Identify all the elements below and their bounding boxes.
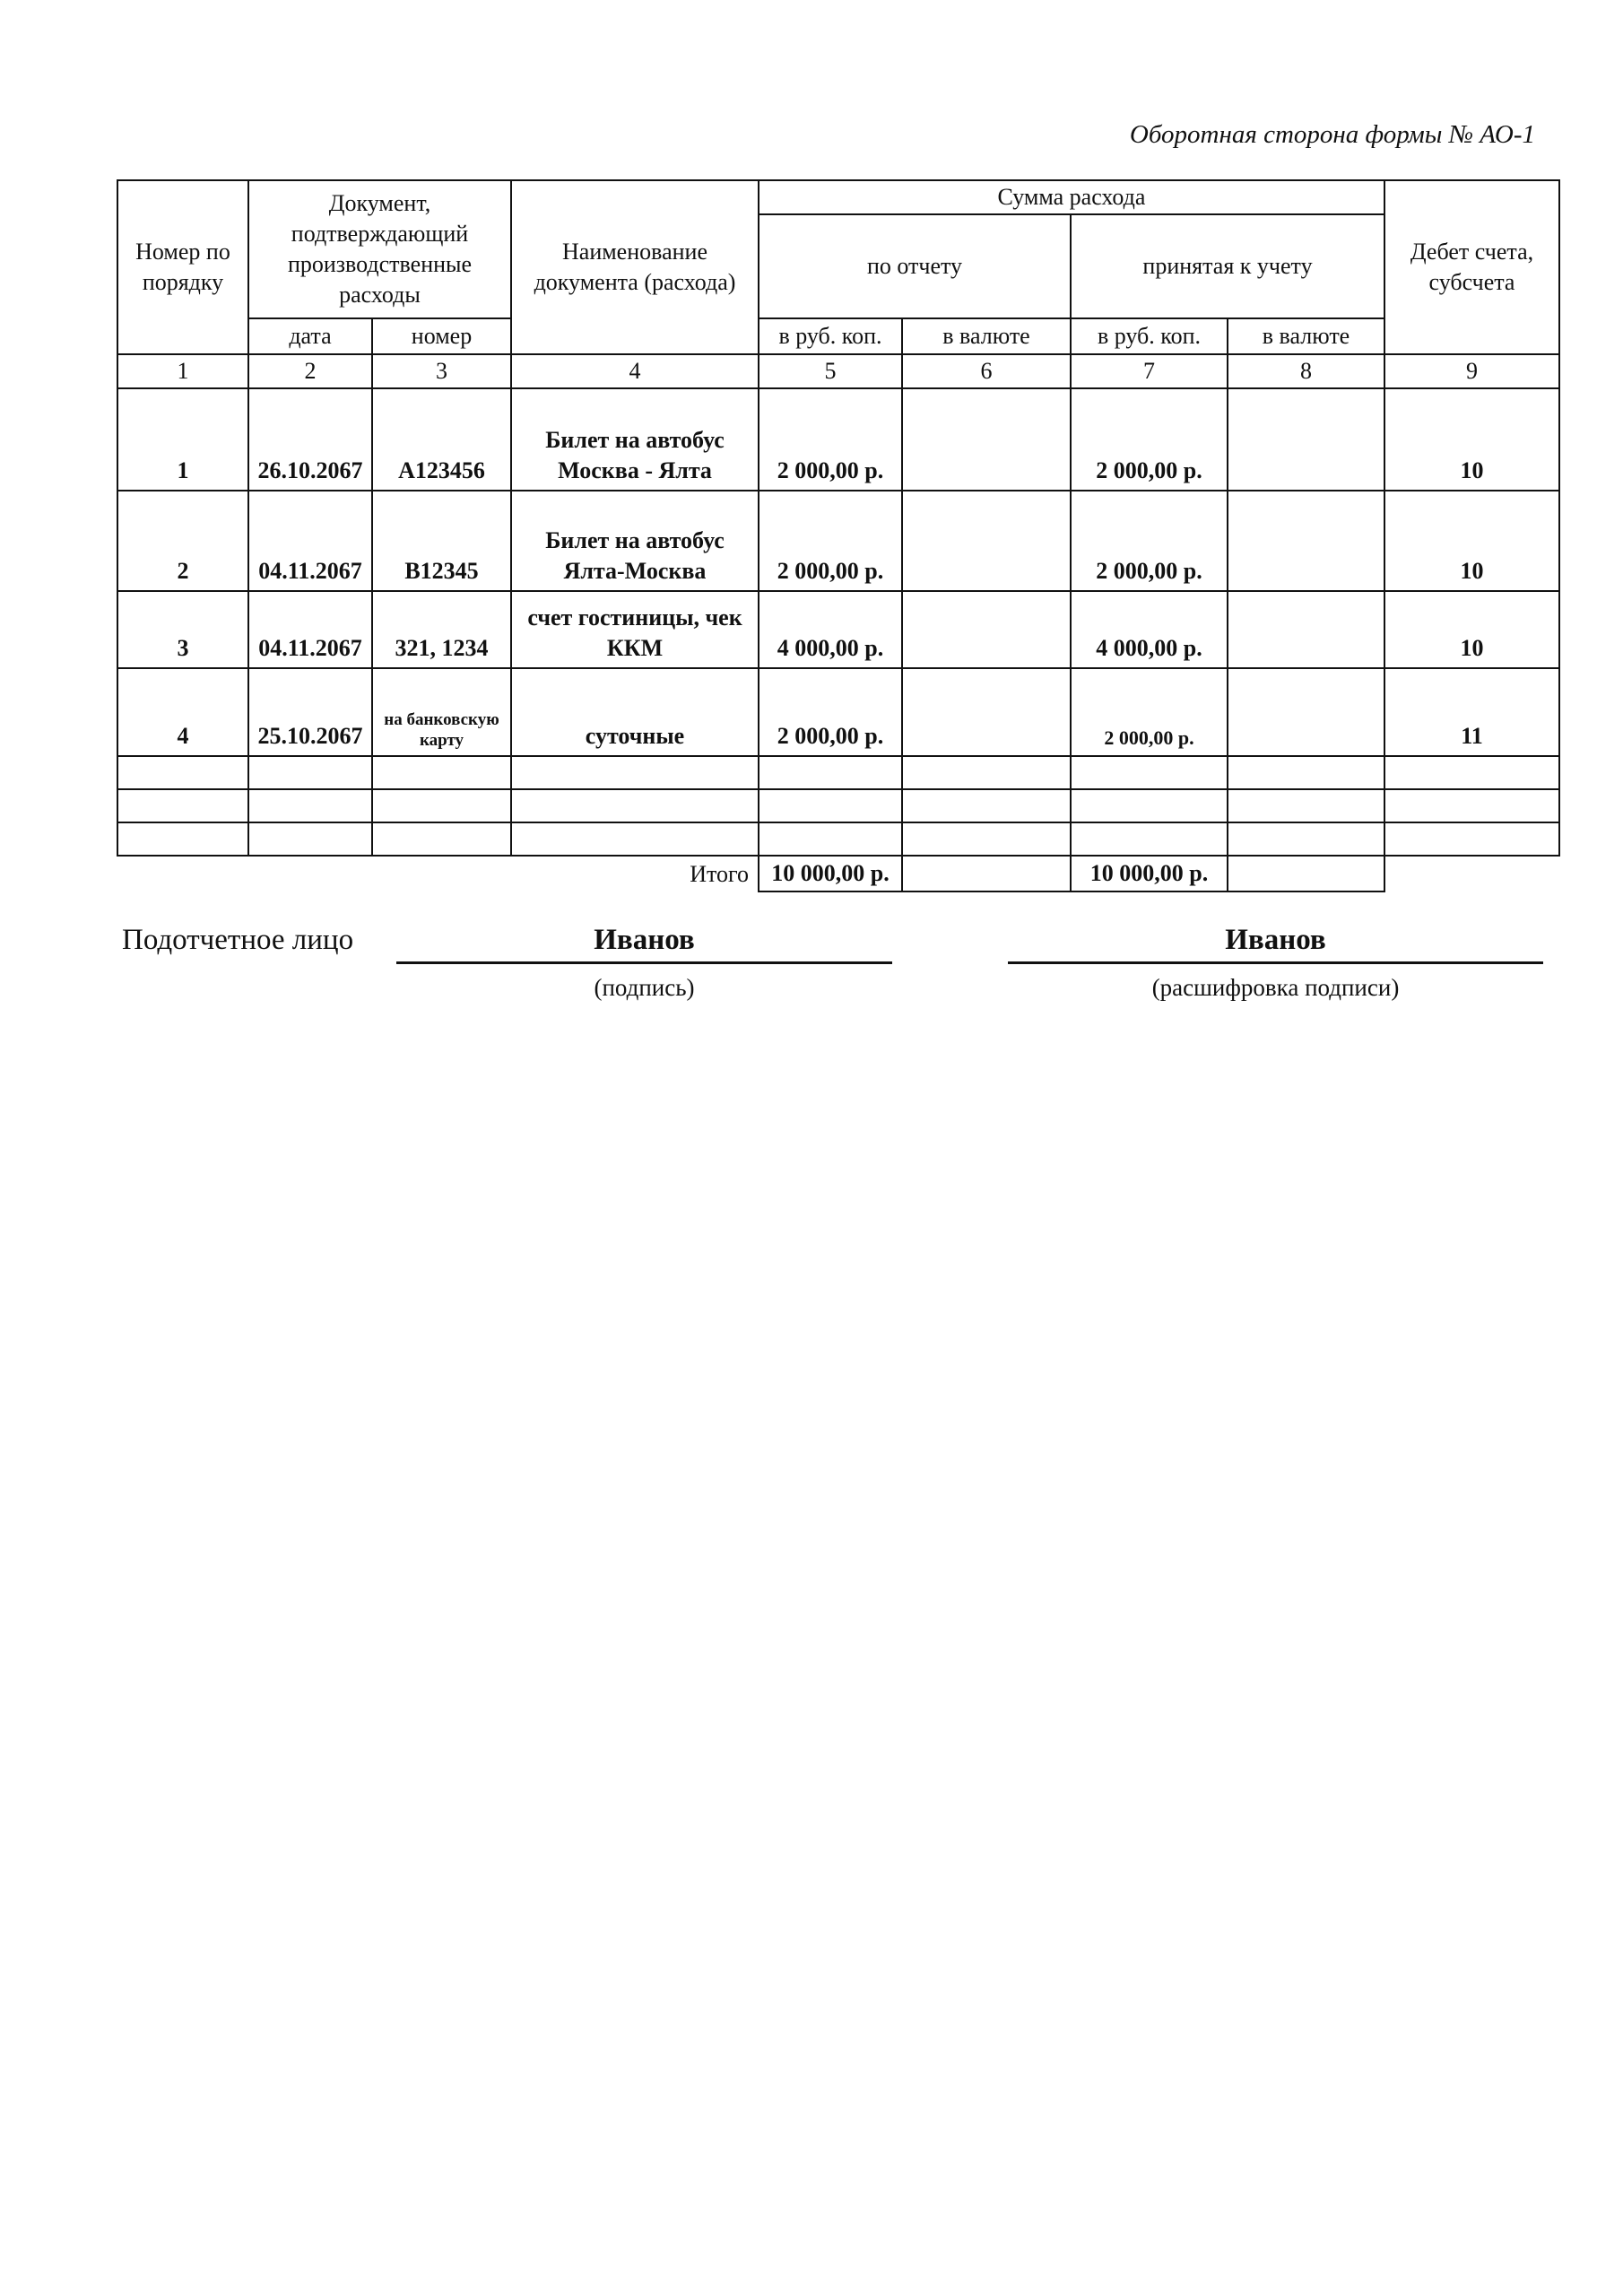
- row-doc-number: В12345: [372, 491, 511, 591]
- row-doc-name: суточные: [511, 668, 759, 756]
- table-row: [117, 668, 1559, 756]
- table-row: [117, 491, 1559, 591]
- row-date: 04.11.2067: [248, 491, 372, 591]
- column-numbers-row: [117, 354, 1559, 388]
- signature-field: Иванов: [396, 924, 892, 964]
- header-currency: в валюте: [902, 318, 1071, 354]
- row-sum-currency: [902, 388, 1071, 491]
- row-number: 1: [117, 388, 248, 491]
- empty-row: [117, 789, 1559, 822]
- column-number: 8: [1228, 354, 1384, 388]
- total-label: Итого: [690, 860, 749, 887]
- row-accepted-currency: [1228, 668, 1384, 756]
- column-number: 2: [248, 354, 372, 388]
- header-by-report: по отчету: [759, 214, 1071, 318]
- row-debit: 10: [1384, 591, 1559, 668]
- header-debit: Дебет счета, субсчета: [1384, 180, 1559, 354]
- total-accepted-rub: 10 000,00 р.: [1071, 856, 1228, 891]
- header-document: Документ, подтверждающий производственные расходы: [248, 180, 511, 318]
- column-number: 7: [1071, 354, 1228, 388]
- row-accepted-currency: [1228, 388, 1384, 491]
- column-number: 3: [372, 354, 511, 388]
- column-number: 5: [759, 354, 902, 388]
- row-sum-rub: 4 000,00 р.: [759, 591, 902, 668]
- row-doc-number: на банковскую карту: [372, 668, 511, 756]
- row-sum-currency: [902, 668, 1071, 756]
- header-doc-name: Наименование документа (расхода): [511, 180, 759, 354]
- total-accepted-currency: [1228, 856, 1384, 891]
- row-doc-name: Билет на автобус Москва - Ялта: [511, 388, 759, 491]
- header-date: дата: [248, 318, 372, 354]
- table-row: [117, 388, 1559, 491]
- empty-row: [117, 822, 1559, 856]
- header-number: Номер по порядку: [117, 180, 248, 354]
- row-doc-number: 321, 1234: [372, 591, 511, 668]
- total-rub: 10 000,00 р.: [759, 856, 902, 891]
- table-row: [117, 591, 1559, 668]
- row-doc-number: А123456: [372, 388, 511, 491]
- row-date: 04.11.2067: [248, 591, 372, 668]
- row-accepted-currency: [1228, 591, 1384, 668]
- total-currency: [902, 856, 1071, 891]
- row-date: 25.10.2067: [248, 668, 372, 756]
- empty-row: [117, 756, 1559, 789]
- row-accepted-rub: 2 000,00 р.: [1071, 388, 1228, 491]
- signature-decoding-field: Иванов: [1008, 924, 1543, 964]
- header-rub: в руб. коп.: [759, 318, 902, 354]
- row-number: 3: [117, 591, 248, 668]
- row-number: 4: [117, 668, 248, 756]
- row-accepted-rub: 2 000,00 р.: [1071, 491, 1228, 591]
- signature-block: [122, 924, 1543, 1004]
- row-doc-name: Билет на автобус Ялта-Москва: [511, 491, 759, 591]
- row-sum-currency: [902, 491, 1071, 591]
- signature-decoding-caption: (расшифровка подписи): [1151, 974, 1400, 1001]
- row-debit: 10: [1384, 388, 1559, 491]
- row-date: 26.10.2067: [248, 388, 372, 491]
- row-accepted-currency: [1228, 491, 1384, 591]
- header-doc-number: номер: [372, 318, 511, 354]
- row-debit: 10: [1384, 491, 1559, 591]
- column-number: 9: [1384, 354, 1559, 388]
- signature-caption: (подпись): [594, 974, 695, 1001]
- row-sum-rub: 2 000,00 р.: [759, 388, 902, 491]
- column-number: 6: [902, 354, 1071, 388]
- form-title: Оборотная сторона формы № АО-1: [1129, 120, 1535, 149]
- expense-table: [117, 179, 1560, 892]
- column-number: 1: [117, 354, 248, 388]
- row-debit: 11: [1384, 668, 1559, 756]
- row-sum-currency: [902, 591, 1071, 668]
- accountable-person-label: Подотчетное лицо: [122, 924, 354, 956]
- row-number: 2: [117, 491, 248, 591]
- row-sum-rub: 2 000,00 р.: [759, 491, 902, 591]
- row-accepted-rub: 2 000,00 р.: [1071, 668, 1228, 756]
- header-rub-accepted: в руб. коп.: [1071, 318, 1228, 354]
- row-sum-rub: 2 000,00 р.: [759, 668, 902, 756]
- header-expense-sum: Сумма расхода: [759, 180, 1384, 214]
- row-accepted-rub: 4 000,00 р.: [1071, 591, 1228, 668]
- row-doc-name: счет гостиницы, чек ККМ: [511, 591, 759, 668]
- header-accepted: принятая к учету: [1071, 214, 1384, 318]
- column-number: 4: [511, 354, 759, 388]
- total-row: [117, 856, 1559, 891]
- header-currency-accepted: в валюте: [1228, 318, 1384, 354]
